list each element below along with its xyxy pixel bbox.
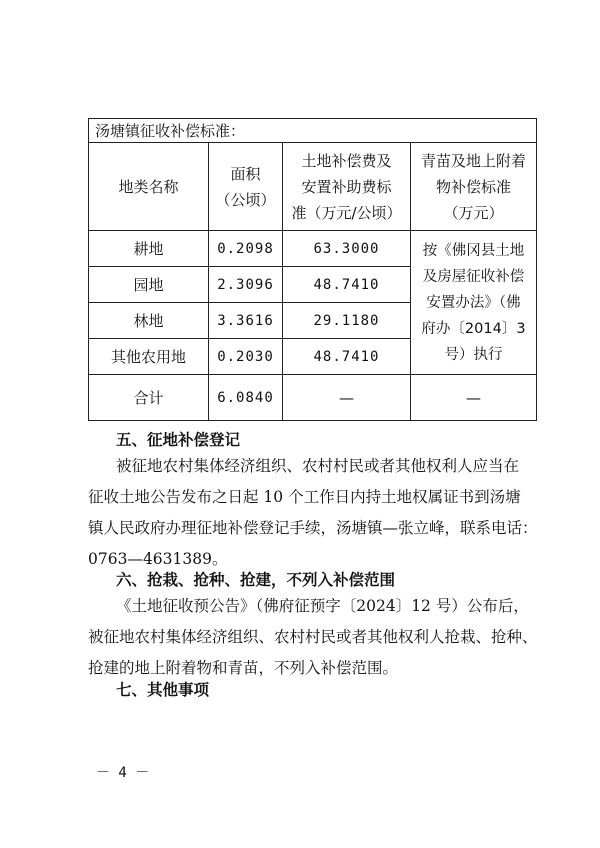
- header-crop-line3: （万元）: [443, 203, 504, 222]
- paragraph-line: 《土地征收预公告》（佛府征预字〔2024〕12 号）公布后，: [116, 597, 529, 615]
- total-label: 合计: [89, 375, 209, 421]
- total-crop: —: [411, 375, 537, 421]
- paragraph-line: 被征地农村集体经济组织、农村村民或者其他权利人应当在: [116, 457, 520, 475]
- land-type-cell: 其他农用地: [89, 339, 209, 375]
- total-row: [89, 375, 537, 421]
- note-line: 号）执行: [444, 346, 503, 363]
- rate-cell: 48.7410: [283, 339, 411, 375]
- rate-cell: 29.1180: [283, 303, 411, 339]
- section5-paragraph: [88, 451, 564, 575]
- area-cell: 0.2030: [209, 339, 283, 375]
- rate-cell: 48.7410: [283, 267, 411, 303]
- paragraph-line: 镇人民政府办理征地补偿登记手续，汤塘镇—张立峰，联系电话：: [88, 519, 538, 537]
- paragraph-line: 征收土地公告发布之日起 10 个工作日内持土地权属证书到汤塘: [88, 488, 521, 506]
- note-line: 按《佛冈县土地: [422, 242, 525, 259]
- land-type-cell: 园地: [89, 267, 209, 303]
- header-crop-line1: 青苗及地上附着: [420, 151, 526, 170]
- paragraph-line: 0763—4631389。: [88, 550, 228, 568]
- header-land-type: 地类名称: [89, 143, 209, 231]
- paragraph-line: 抢建的地上附着物和青苗，不列入补偿范围。: [88, 659, 399, 677]
- header-crop-line2: 物补偿标准: [435, 177, 511, 196]
- rate-cell: 63.3000: [283, 231, 411, 267]
- page-number: － 4 －: [96, 765, 150, 781]
- paragraph-line: 被征地农村集体经济组织、农村村民或者其他权利人抢栽、抢种、: [88, 628, 538, 646]
- section5-heading: 五、征地补偿登记: [116, 431, 241, 449]
- crop-standard-note: [411, 231, 537, 375]
- header-comp-line1: 土地补偿费及: [301, 151, 392, 170]
- land-type-cell: 耕地: [89, 231, 209, 267]
- note-line: 安置办法》（佛: [426, 294, 521, 311]
- land-type-cell: 林地: [89, 303, 209, 339]
- header-comp-line3: 准（万元/公顷）: [291, 203, 402, 222]
- note-line: 府办〔2014〕3: [421, 320, 526, 337]
- header-comp-line2: 安置补助费标: [301, 177, 392, 196]
- total-area: 6.0840: [209, 375, 283, 421]
- header-compensation: [283, 143, 411, 231]
- total-rate: —: [283, 375, 411, 421]
- header-area-line2: （公顷）: [215, 190, 276, 209]
- header-crop: [411, 143, 537, 231]
- header-area-line1: 面积: [230, 164, 261, 183]
- section6-heading: 六、抢栽、抢种、抢建，不列入补偿范围: [116, 571, 396, 589]
- header-area: [209, 143, 283, 231]
- section6-paragraph: [88, 591, 564, 684]
- area-cell: 3.3616: [209, 303, 283, 339]
- area-cell: 2.3096: [209, 267, 283, 303]
- note-line: 及房屋征收补偿: [422, 268, 525, 285]
- table-row: [89, 231, 537, 267]
- area-cell: 0.2098: [209, 231, 283, 267]
- table-caption: 汤塘镇征收补偿标准：: [89, 119, 537, 143]
- section7-heading: 七、其他事项: [116, 681, 210, 699]
- compensation-table: [88, 118, 537, 421]
